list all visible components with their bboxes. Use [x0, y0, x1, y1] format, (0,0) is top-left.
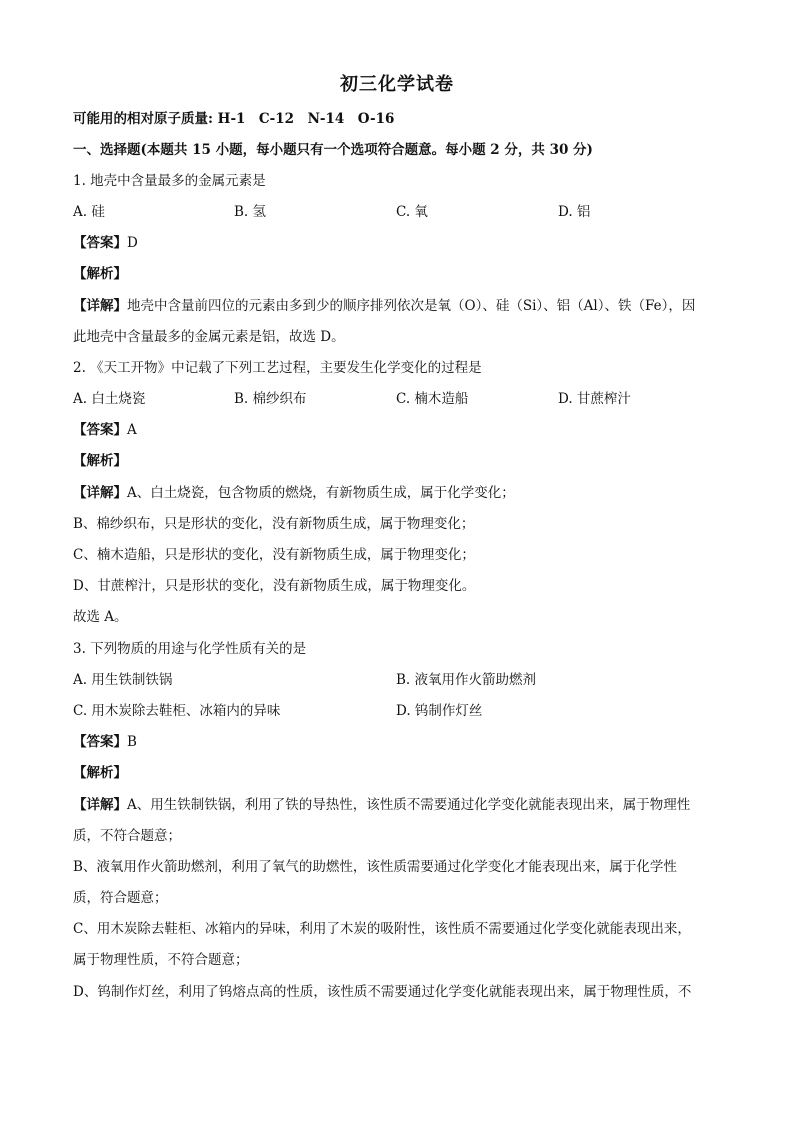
page-title: 初三化学试卷: [340, 74, 454, 95]
q1-option-d: D. 铝: [558, 204, 591, 220]
q2-option-c: C. 楠木造船: [396, 391, 469, 407]
q2-detail-line-1: [73, 484, 515, 502]
q2-answer: [73, 421, 137, 439]
detail-text: 地壳中含量前四位的元素由多到少的顺序排列依次是氧（O）、硅（Si）、铝（Al）、铁（Fe），因: [127, 298, 696, 314]
q1-detail-line-2: 此地壳中含量最多的金属元素是铝，故选 D。: [73, 329, 345, 345]
detail-tag: 【详解】: [73, 797, 127, 813]
q2-detail-line-2: B、棉纱织布，只是形状的变化，没有新物质生成，属于物理变化；: [73, 516, 475, 532]
q3-option-c: C. 用木炭除去鞋柜、冰箱内的异味: [73, 703, 281, 719]
q3-option-d: D. 钨制作灯丝: [396, 703, 483, 719]
answer-tag: 【答案】: [73, 422, 127, 438]
q3-detail-line-1: [73, 796, 690, 814]
section-heading: 一、选择题(本题共 15 小题，每小题只有一个选项符合题意。每小题 2 分，共 30 分): [73, 142, 593, 158]
q1-option-b: B. 氢: [234, 204, 267, 220]
answer-value: D: [127, 235, 138, 251]
q2-conclusion: 故选 A。: [73, 609, 128, 625]
atomic-mass-line: 可能用的相对原子质量: H-1 C-12 N-14 O-16: [73, 111, 395, 127]
q2-option-b: B. 棉纱织布: [234, 391, 307, 407]
q2-analysis-tag: 【解析】: [73, 453, 127, 469]
q3-option-a: A. 用生铁制铁锅: [73, 672, 173, 688]
answer-value: A: [127, 422, 137, 438]
detail-tag: 【详解】: [73, 298, 127, 314]
answer-tag: 【答案】: [73, 235, 127, 251]
q3-detail-line-3: B、液氧用作火箭助燃剂，利用了氧气的助燃性，该性质需要通过化学变化才能表现出来，属于化学性: [73, 859, 677, 875]
detail-text: A、用生铁制铁锅，利用了铁的导热性，该性质不需要通过化学变化就能表现出来，属于物理性: [127, 797, 691, 813]
q3-detail-line-2: 质，不符合题意；: [73, 828, 181, 844]
q1-detail-line-1: [73, 297, 695, 315]
q3-detail-line-4: 质，符合题意；: [73, 890, 168, 906]
answer-tag: 【答案】: [73, 734, 127, 750]
q3-detail-line-6: 属于物理性质，不符合题意；: [73, 952, 249, 968]
q3-option-b: B. 液氧用作火箭助燃剂: [396, 672, 537, 688]
question-1-stem: 1. 地壳中含量最多的金属元素是: [73, 173, 266, 189]
q1-option-a: A. 硅: [73, 204, 105, 220]
question-2-stem: 2. 《天工开物》中记载了下列工艺过程，主要发生化学变化的过程是: [73, 360, 482, 376]
q3-answer: [73, 733, 137, 751]
q3-analysis-tag: 【解析】: [73, 765, 127, 781]
question-3-stem: 3. 下列物质的用途与化学性质有关的是: [73, 641, 307, 657]
q2-detail-line-3: C、楠木造船，只是形状的变化，没有新物质生成，属于物理变化；: [73, 547, 475, 563]
q3-detail-line-5: C、用木炭除去鞋柜、冰箱内的异味，利用了木炭的吸附性，该性质不需要通过化学变化就能表现出来，: [73, 921, 691, 937]
q3-detail-line-7: D、钨制作灯丝，利用了钨熔点高的性质，该性质不需要通过化学变化就能表现出来，属于物理性质，不: [73, 984, 692, 1000]
q1-option-c: C. 氧: [396, 204, 428, 220]
answer-value: B: [127, 734, 137, 750]
q2-detail-line-4: D、甘蔗榨汁，只是形状的变化，没有新物质生成，属于物理变化。: [73, 578, 476, 594]
detail-text: A、白土烧瓷，包含物质的燃烧，有新物质生成，属于化学变化；: [127, 485, 515, 501]
q2-option-d: D. 甘蔗榨汁: [558, 391, 631, 407]
q1-answer: [73, 234, 138, 252]
q2-option-a: A. 白土烧瓷: [73, 391, 146, 407]
detail-tag: 【详解】: [73, 485, 127, 501]
q1-analysis-tag: 【解析】: [73, 266, 127, 282]
